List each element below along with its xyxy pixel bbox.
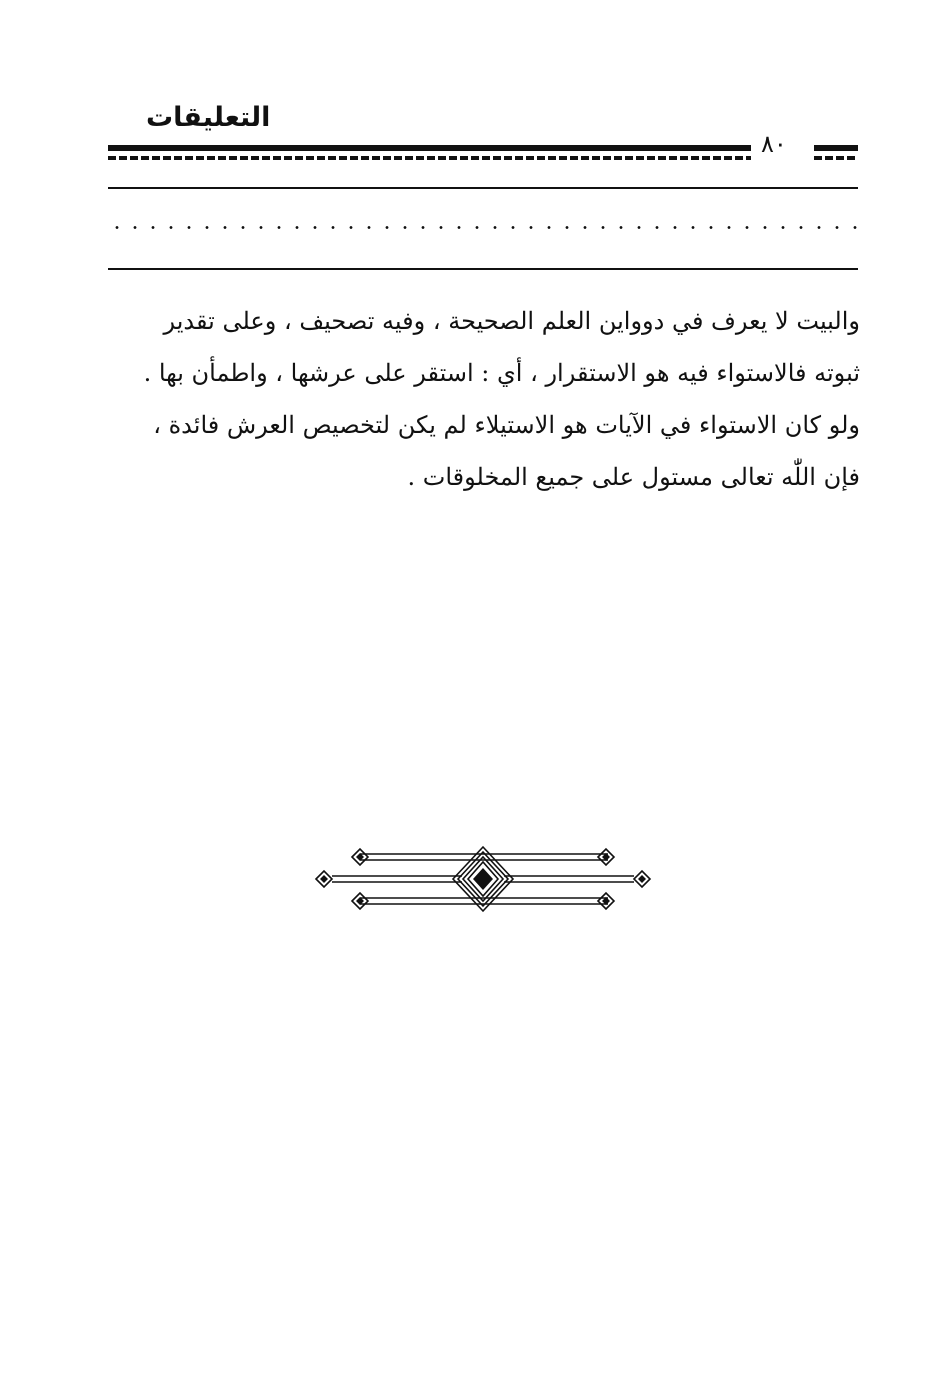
- upper-divider: [108, 187, 858, 189]
- body-line: فإن اللّٰه تعالى مستول على جميع المخلوقات .: [407, 463, 860, 491]
- body-line: ولو كان الاستواء في الآيات هو الاستيلاء لم يكن لتخصيص العرش فائدة ،: [153, 411, 860, 439]
- page-number: ٨٠: [761, 130, 787, 158]
- dotted-divider: [108, 226, 858, 229]
- header-thick-rule-short: [814, 145, 858, 151]
- body-line: والبيت لا يعرف في دوواين العلم الصحيحة ، وفيه تصحيف ، وعلى تقدير: [163, 307, 860, 335]
- header-dashed-rule-short: [814, 156, 858, 160]
- section-title: التعليقات: [146, 102, 271, 133]
- header-thick-rule: [108, 145, 751, 151]
- body-paragraph: [108, 295, 860, 503]
- lower-divider: [108, 268, 858, 270]
- diamond-ornament-icon: [312, 842, 654, 916]
- body-line: ثبوته فالاستواء فيه هو الاستقرار ، أي : استقر على عرشها ، واطمأن بها .: [143, 359, 860, 387]
- header-dashed-rule: [108, 156, 751, 160]
